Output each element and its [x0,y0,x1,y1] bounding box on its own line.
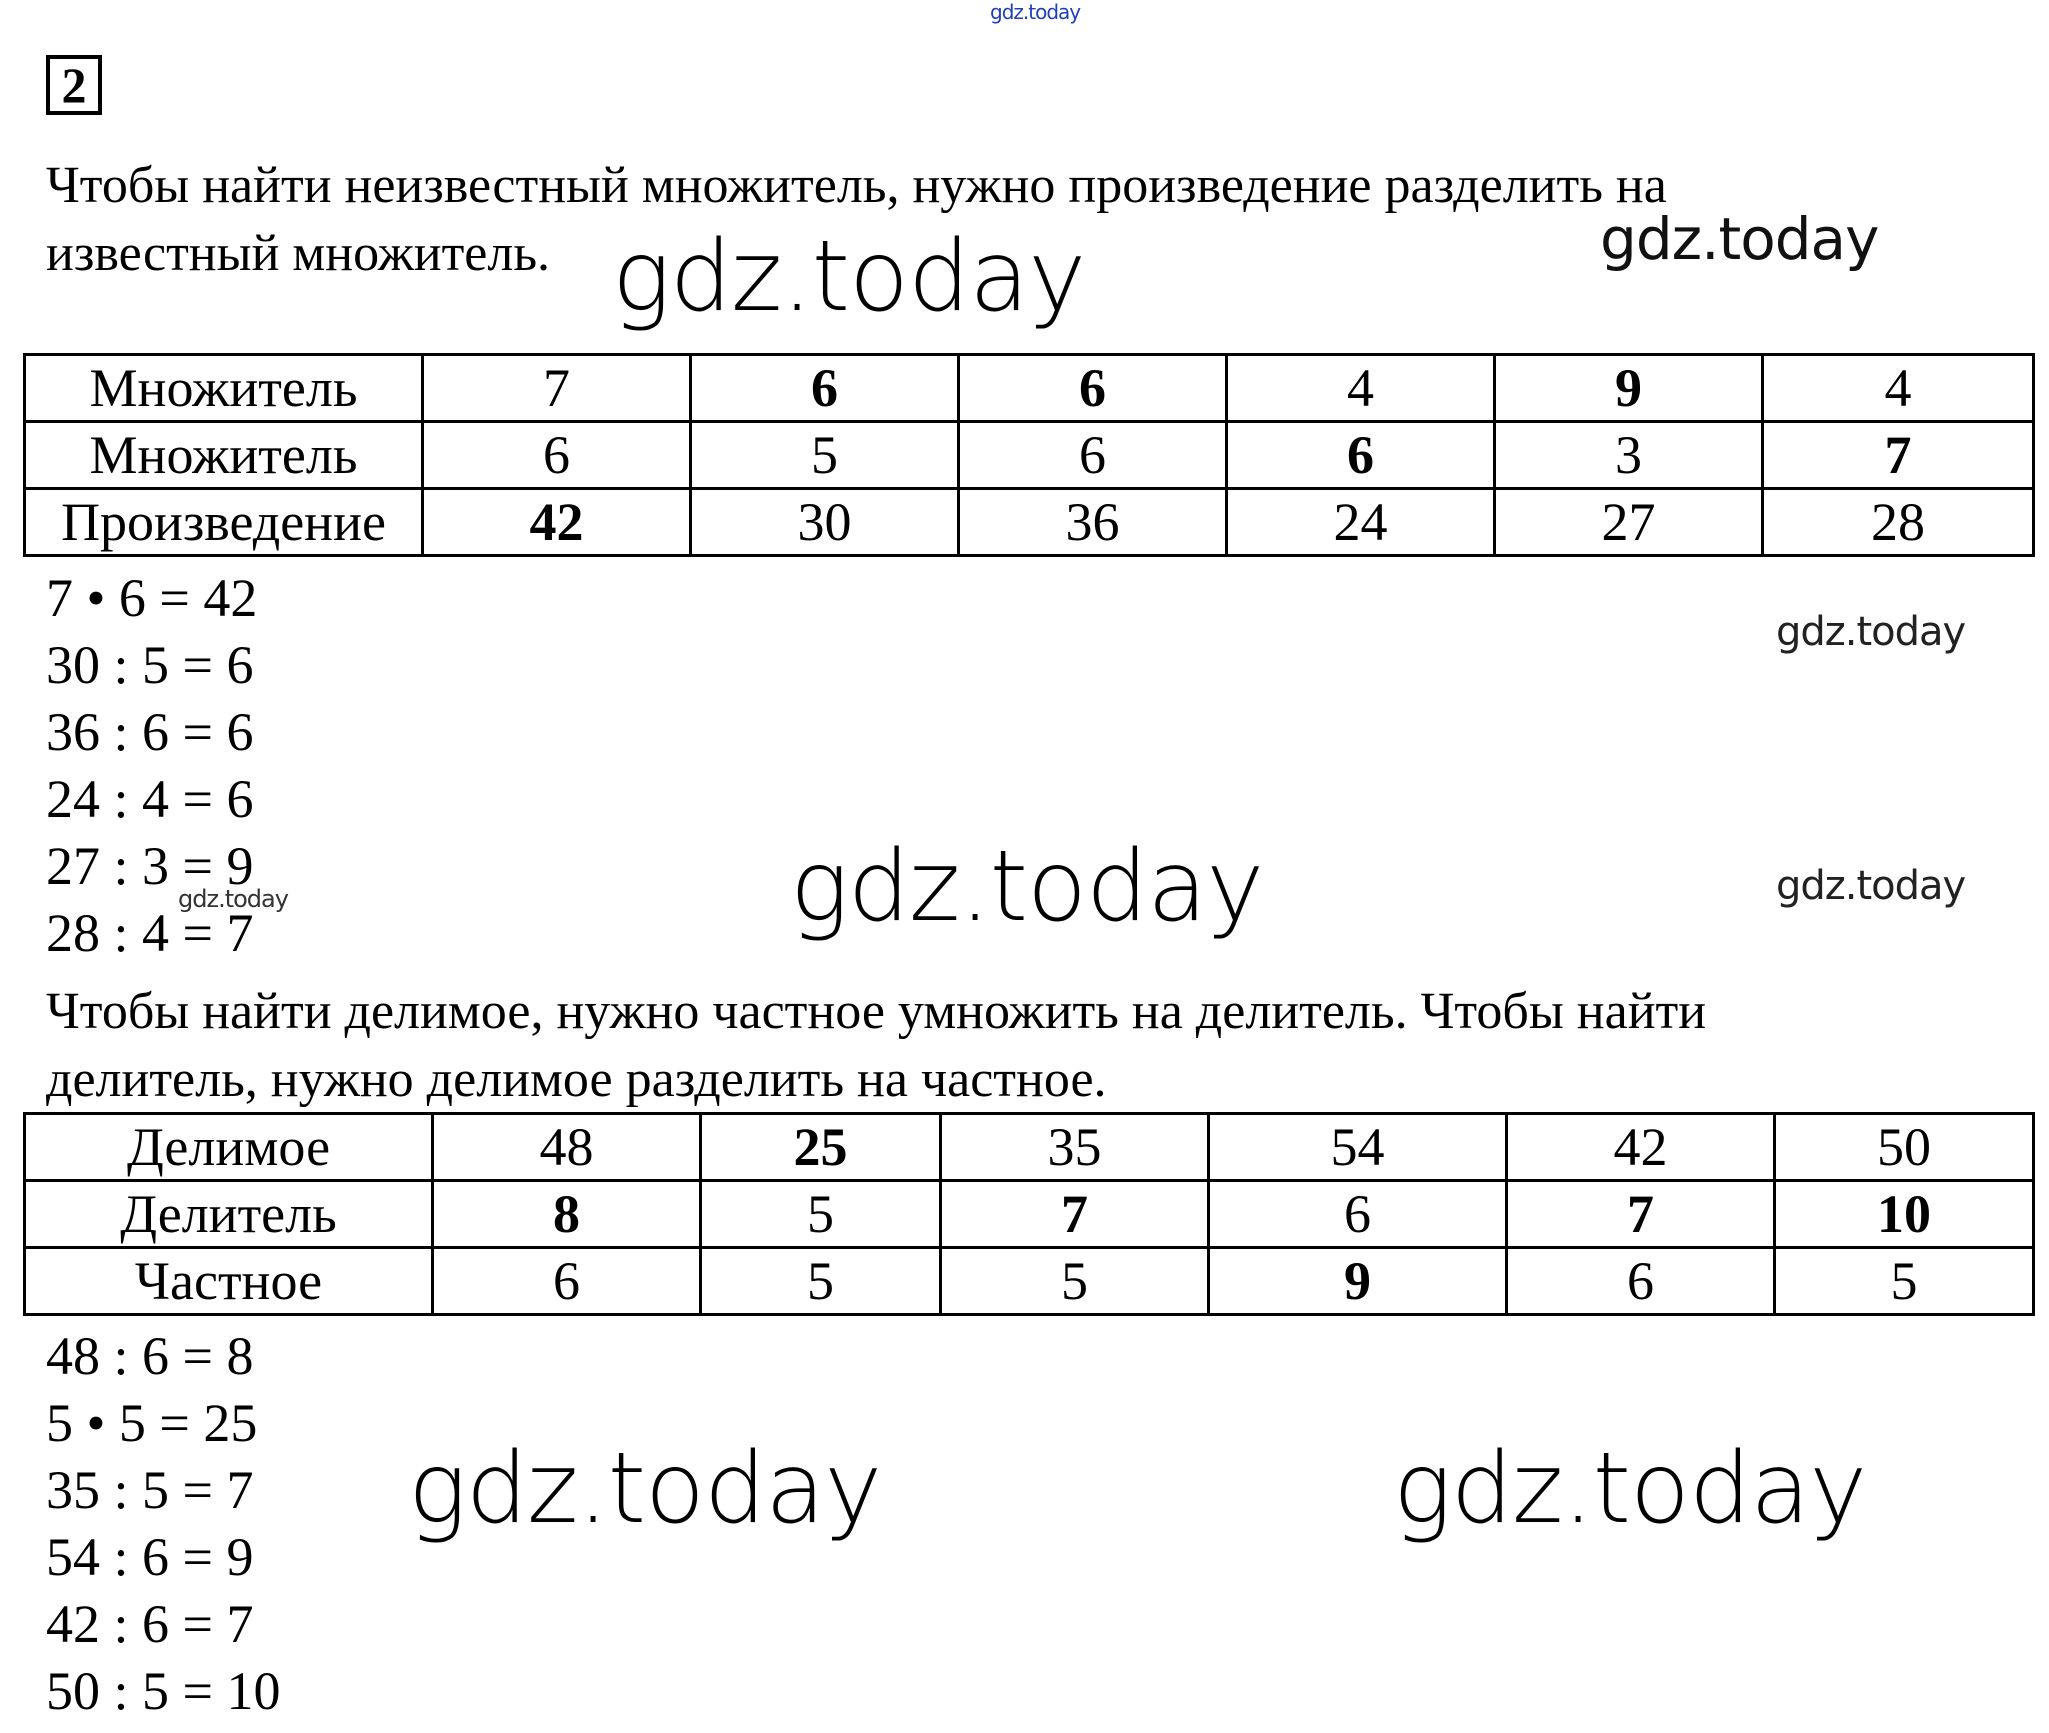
list-item: 7 • 6 = 42 [46,568,258,628]
calculations-list-1 [46,565,257,967]
table-cell: 5 [691,422,959,489]
watermark-right-2: gdz.today [1776,863,1966,909]
division-table [23,1112,2035,1316]
table-cell: 5 [1775,1248,2034,1315]
table-row [25,489,2034,556]
row-label: Делимое [25,1114,433,1181]
table-cell: 6 [423,422,691,489]
table-cell: 48 [433,1114,701,1181]
row-label: Частное [25,1248,433,1315]
row-label: Произведение [25,489,423,556]
table-cell: 6 [1227,422,1495,489]
table-cell: 6 [691,355,959,422]
table-row [25,1114,2034,1181]
watermark-top: gdz.today [990,0,1081,24]
watermark-upper-right: gdz.today [1600,205,1879,273]
table-cell: 50 [1775,1114,2034,1181]
table-row [25,422,2034,489]
table-cell: 7 [1507,1181,1775,1248]
table-cell: 28 [1763,489,2034,556]
table-cell: 6 [959,422,1227,489]
table-cell: 5 [941,1248,1209,1315]
table-cell: 6 [1209,1181,1507,1248]
list-item: 30 : 5 = 6 [46,635,254,695]
rule-division-line2: делитель, нужно делимое разделить на частное. [46,1051,1107,1108]
table-cell: 36 [959,489,1227,556]
row-label: Делитель [25,1181,433,1248]
table-cell: 6 [959,355,1227,422]
row-label: Множитель [25,355,423,422]
list-item: 54 : 6 = 9 [46,1527,254,1587]
table-cell: 54 [1209,1114,1507,1181]
table-cell: 3 [1495,422,1763,489]
watermark-upper-center: gdz.today [612,220,1086,334]
table-cell: 25 [701,1114,941,1181]
list-item: 28 : 4 = 7 [46,903,254,963]
list-item: 48 : 6 = 8 [46,1326,254,1386]
table-cell: 35 [941,1114,1209,1181]
task-number-box: 2 [46,55,102,115]
table-cell: 24 [1227,489,1495,556]
table-row [25,355,2034,422]
list-item: 50 : 5 = 10 [46,1661,281,1721]
watermark-small-left: gdz.today [178,885,288,913]
table-cell: 30 [691,489,959,556]
table-cell: 7 [1763,422,2034,489]
rule-multiplier-line1: Чтобы найти неизвестный множитель, нужно произведение разделить на [46,157,1667,214]
multiplication-table [23,353,2035,557]
list-item: 35 : 5 = 7 [46,1460,254,1520]
rule-division-line1: Чтобы найти делимое, нужно частное умножить на делитель. Чтобы найти [46,983,1707,1040]
list-item: 24 : 4 = 6 [46,769,254,829]
table-cell: 4 [1763,355,2034,422]
list-item: 36 : 6 = 6 [46,702,254,762]
table-cell: 9 [1209,1248,1507,1315]
row-label: Множитель [25,422,423,489]
list-item: 42 : 6 = 7 [46,1594,254,1654]
table-cell: 7 [941,1181,1209,1248]
table-cell: 9 [1495,355,1763,422]
table-cell: 7 [423,355,691,422]
table-cell: 42 [1507,1114,1775,1181]
watermark-lower-right: gdz.today [1393,1432,1867,1546]
rule-multiplier-line2: известный множитель. [46,225,551,282]
calculations-list-2 [46,1323,280,1725]
watermark-right-1: gdz.today [1776,609,1966,655]
table-cell: 27 [1495,489,1763,556]
table-cell: 6 [1507,1248,1775,1315]
watermark-middle-center: gdz.today [790,830,1264,944]
watermark-lower-left: gdz.today [408,1432,882,1546]
table-cell: 5 [701,1248,941,1315]
table-cell: 42 [423,489,691,556]
table-row [25,1248,2034,1315]
rule-division [46,978,1706,1114]
table-cell: 5 [701,1181,941,1248]
list-item: 5 • 5 = 25 [46,1393,258,1453]
table-cell: 10 [1775,1181,2034,1248]
table-cell: 4 [1227,355,1495,422]
list-item: 27 : 3 = 9 [46,836,254,896]
table-cell: 8 [433,1181,701,1248]
rule-multiplier [46,152,1667,288]
table-cell: 6 [433,1248,701,1315]
table-row [25,1181,2034,1248]
